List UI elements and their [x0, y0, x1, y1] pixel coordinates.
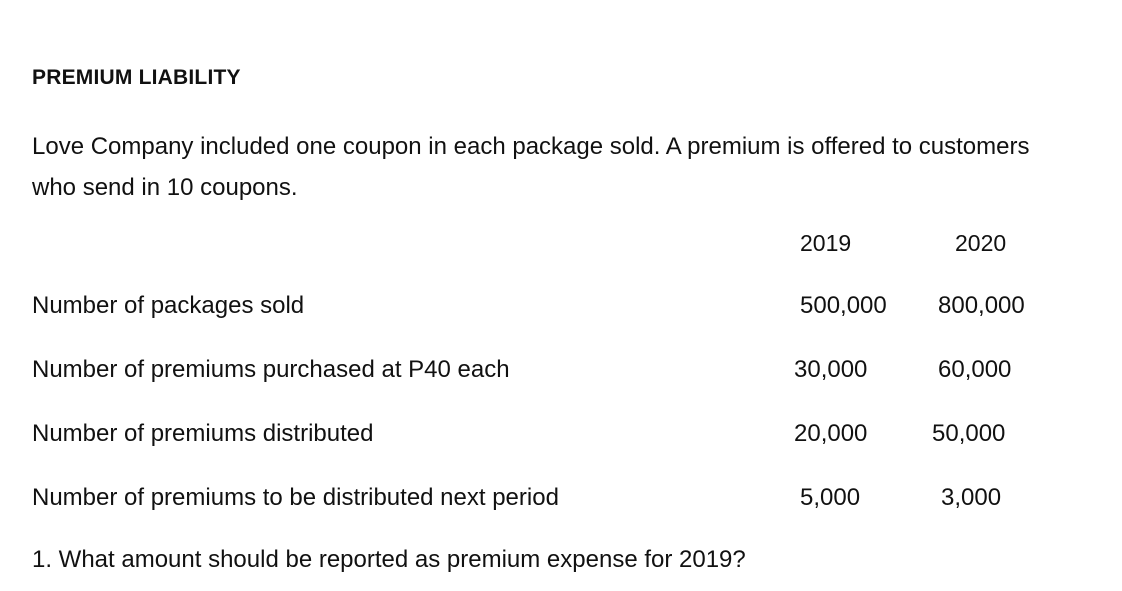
cell-packages-sold-2020: 800,000: [938, 292, 1025, 319]
row-label-premiums-distributed: Number of premiums distributed: [32, 420, 374, 447]
intro-line-1: Love Company included one coupon in each package sold. A premium is offered to customers: [32, 133, 1030, 160]
row-label-packages-sold: Number of packages sold: [32, 292, 305, 319]
cell-premiums-purchased-2019: 30,000: [794, 356, 868, 383]
document-title: PREMIUM LIABILITY: [32, 66, 241, 89]
intro-paragraph: [32, 126, 1117, 208]
cell-premiums-next-period-2019: 5,000: [800, 484, 861, 511]
cell-premiums-purchased-2020: 60,000: [938, 356, 1012, 383]
cell-packages-sold-2019: 500,000: [800, 292, 887, 319]
cell-premiums-distributed-2019: 20,000: [794, 420, 868, 447]
cell-premiums-distributed-2020: 50,000: [932, 420, 1006, 447]
intro-line-2: who send in 10 coupons.: [32, 174, 298, 201]
cell-premiums-next-period-2020: 3,000: [941, 484, 1002, 511]
row-label-premiums-next-period: Number of premiums to be distributed next period: [32, 484, 559, 511]
year-header-2019: 2019: [800, 230, 852, 256]
year-header-2020: 2020: [955, 230, 1007, 256]
question-text: 1. What amount should be reported as premium expense for 2019?: [32, 546, 746, 573]
row-label-premiums-purchased: Number of premiums purchased at P40 each: [32, 356, 510, 383]
